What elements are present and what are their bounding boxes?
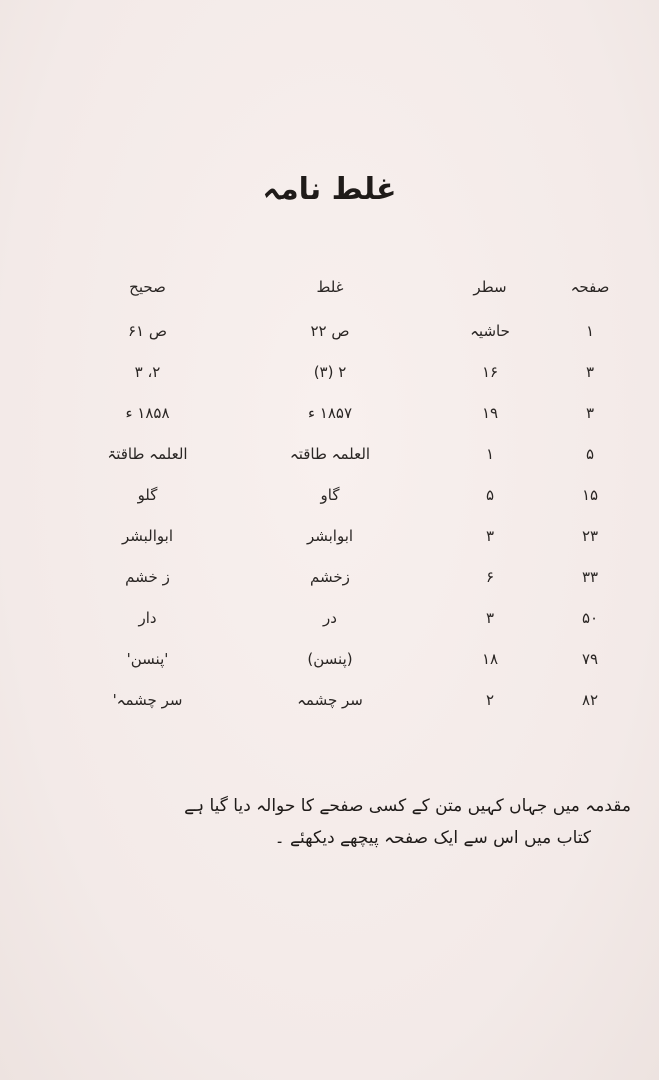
cell-line: ۱ xyxy=(485,444,495,463)
cell-wrong: ابوابشر xyxy=(306,526,354,545)
errata-table xyxy=(60,268,625,720)
cell-page: ۵ xyxy=(585,444,595,463)
cell-wrong: ۲ (۳) xyxy=(313,362,347,381)
cell-page: ۷۹ xyxy=(581,649,599,668)
cell-page: ۸۲ xyxy=(581,690,599,709)
table-row xyxy=(60,392,625,433)
cell-line: ۵ xyxy=(485,485,495,504)
cell-correct: ص ۶۱ xyxy=(127,321,168,340)
cell-page: ۱ xyxy=(585,321,595,340)
cell-correct: گلو xyxy=(137,485,158,504)
cell-wrong: در xyxy=(323,608,337,627)
cell-correct: ابوالبشر xyxy=(121,526,173,545)
cell-line: ۲ xyxy=(485,690,495,709)
cell-line: ۳ xyxy=(485,526,495,545)
header-page: صفحہ xyxy=(570,278,610,296)
cell-page: ۵۰ xyxy=(581,608,599,627)
table-header-row xyxy=(60,268,625,306)
header-wrong: غلط xyxy=(316,278,344,296)
cell-line: ۱۸ xyxy=(481,649,499,668)
cell-wrong: العلمہ طاقتہ xyxy=(289,444,371,463)
cell-wrong: گاو xyxy=(320,485,340,504)
table-row xyxy=(60,515,625,556)
cell-correct: ۱۸۵۸ ء xyxy=(125,403,170,422)
cell-line: ۱۶ xyxy=(481,362,499,381)
page-title: غلط نامہ xyxy=(262,172,397,207)
cell-wrong: زخشم xyxy=(310,567,350,586)
cell-line: ۶ xyxy=(485,567,495,586)
table-row xyxy=(60,679,625,720)
cell-correct: 'پنسن' xyxy=(126,649,169,668)
cell-correct: العلمہ طاقتۃ xyxy=(107,444,188,463)
cell-wrong: (پنسن) xyxy=(307,649,353,668)
cell-page: ۳ xyxy=(585,362,595,381)
cell-page: ۳ xyxy=(585,403,595,422)
footnote xyxy=(41,790,631,854)
cell-correct: ز خشم xyxy=(125,567,170,586)
table-row xyxy=(60,597,625,638)
cell-wrong: ۱۸۵۷ ء xyxy=(307,403,353,422)
cell-line: ۳ xyxy=(485,608,495,627)
cell-page: ۲۳ xyxy=(581,526,599,545)
cell-correct: دار xyxy=(138,608,157,627)
cell-wrong: سر چشمہ xyxy=(297,690,363,709)
table-body xyxy=(60,310,625,720)
table-row xyxy=(60,638,625,679)
cell-page: ۳۳ xyxy=(581,567,599,586)
cell-wrong: ص ۲۲ xyxy=(310,321,350,340)
cell-correct: سر چشمہ' xyxy=(112,690,183,709)
footnote-line-1: مقدمہ میں جہاں کہیں متن کے کسی صفحے کا حوالہ دیا گیا ہے xyxy=(184,796,631,816)
cell-correct: ۲، ۳ xyxy=(134,362,161,381)
header-correct: صحیح xyxy=(129,278,166,296)
cell-page: ۱۵ xyxy=(581,485,599,504)
table-row xyxy=(60,310,625,351)
table-row xyxy=(60,433,625,474)
footnote-line-2: کتاب میں اس سے ایک صفحہ پیچھے دیکھئے ۔ xyxy=(274,828,591,848)
cell-line: حاشیہ xyxy=(470,321,510,340)
table-row xyxy=(60,556,625,597)
header-line: سطر xyxy=(473,278,507,296)
cell-line: ۱۹ xyxy=(481,403,499,422)
table-row xyxy=(60,474,625,515)
table-row xyxy=(60,351,625,392)
